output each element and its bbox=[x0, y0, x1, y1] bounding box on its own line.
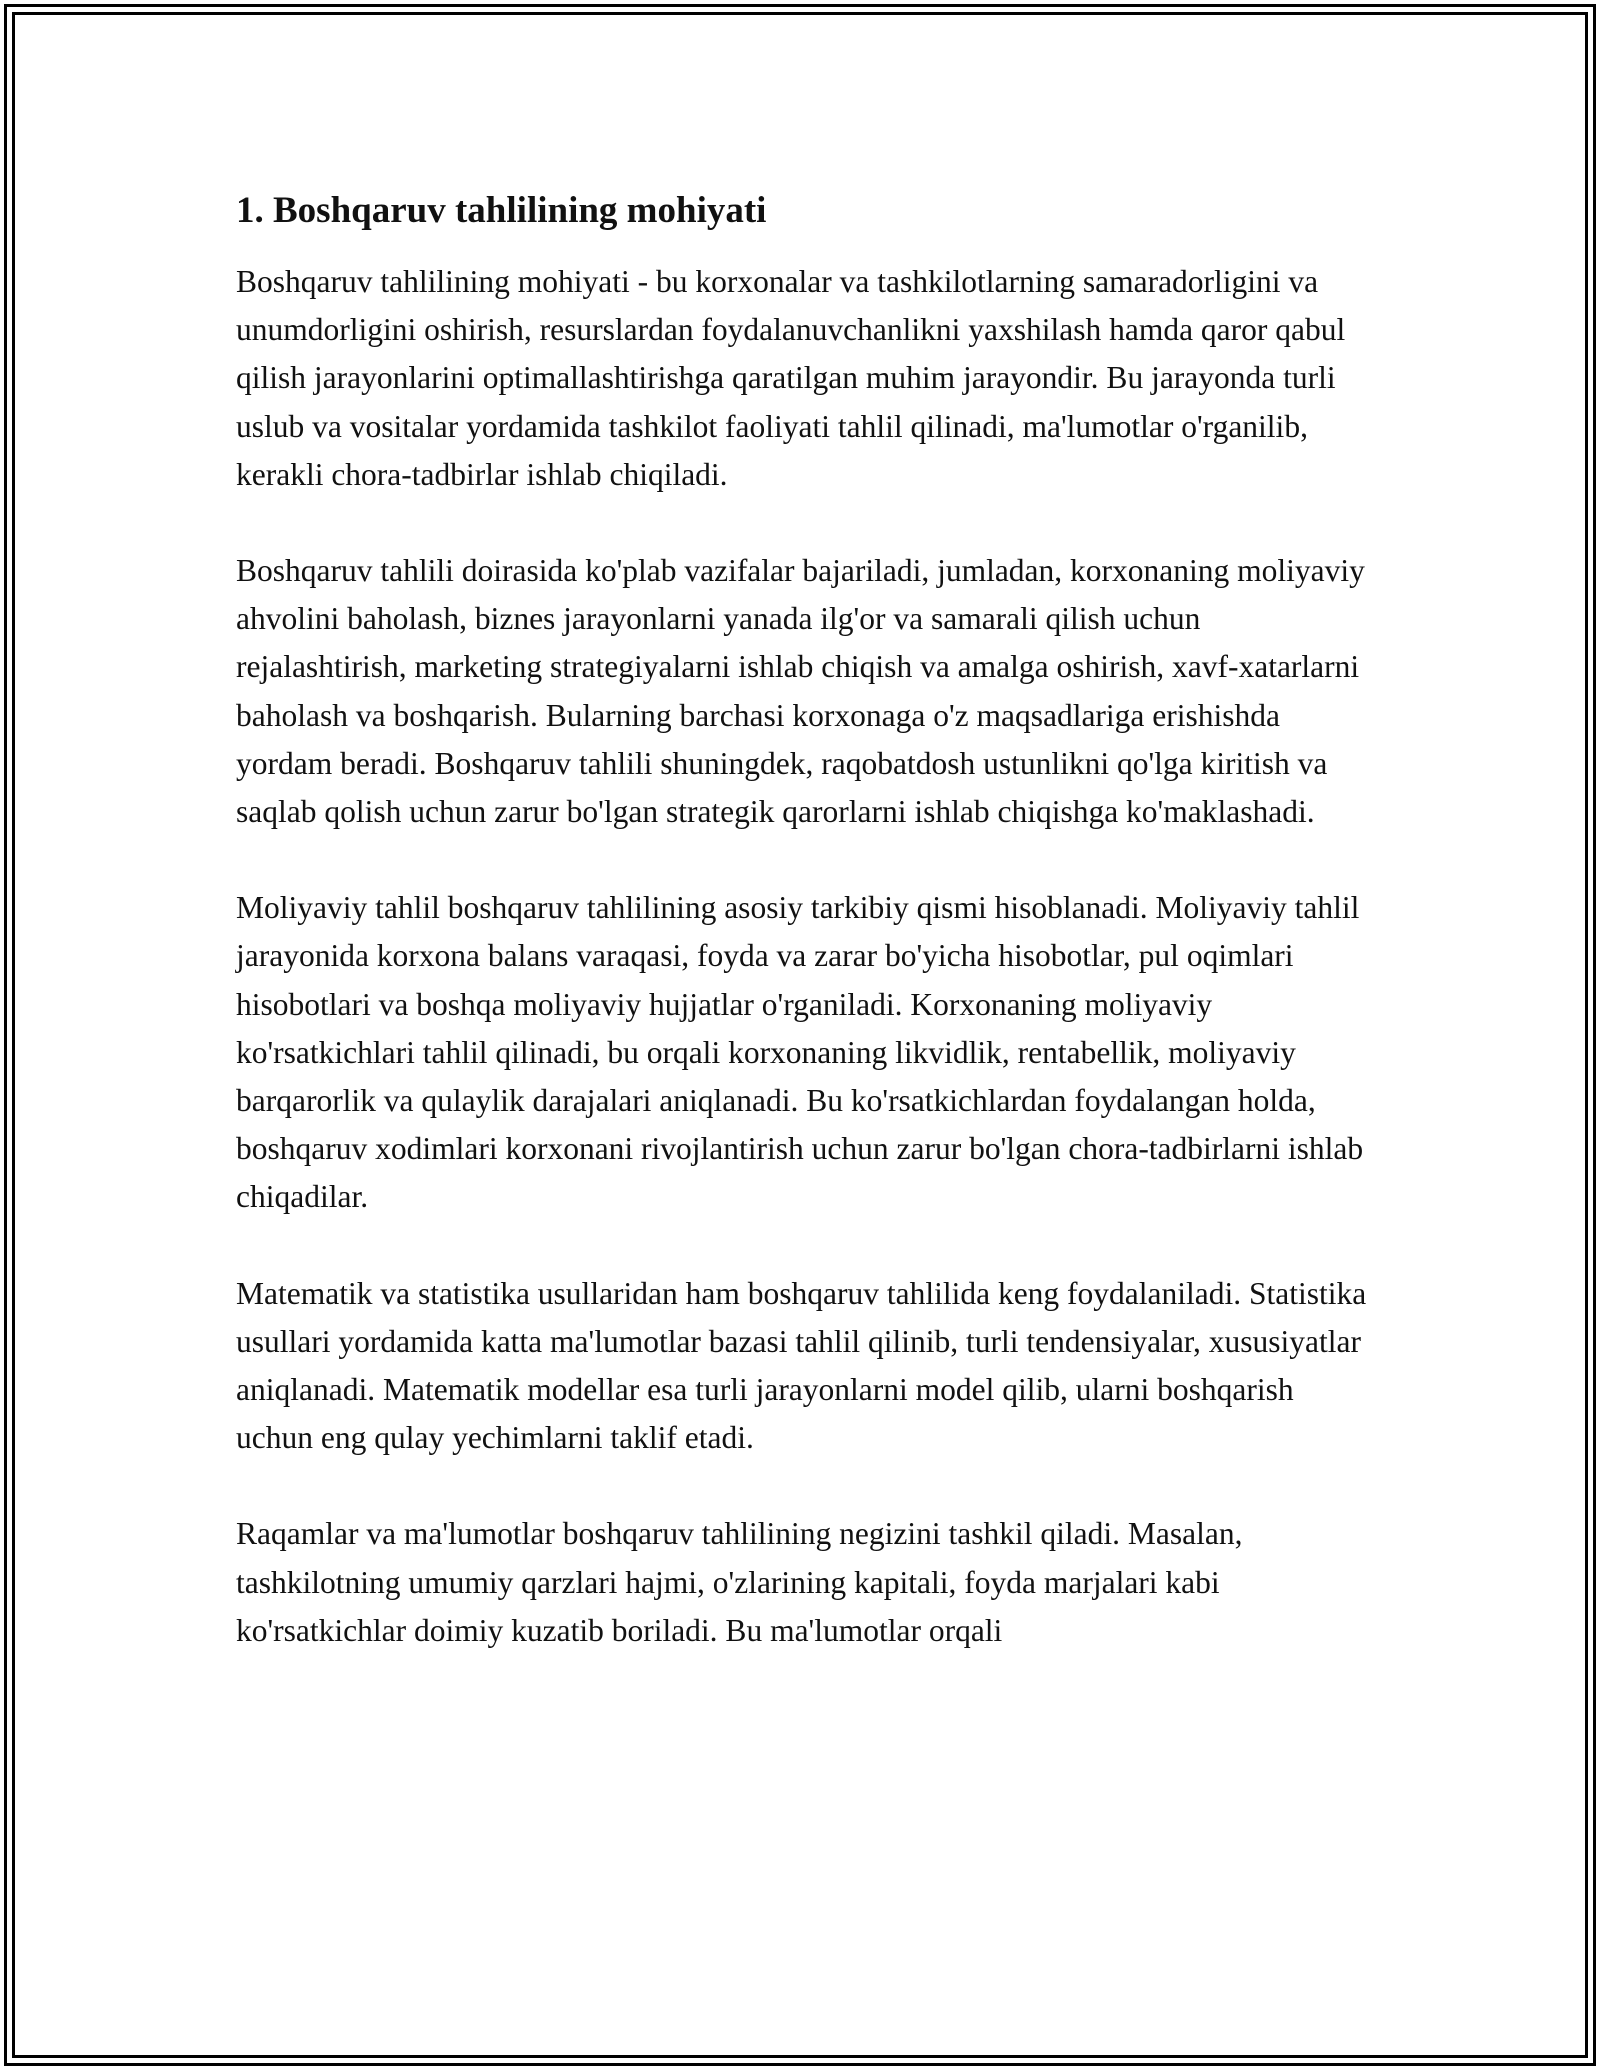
paragraph-3: Moliyaviy tahlil boshqaruv tahlilining asosiy tarkibiy qismi hisoblanadi. Moliyaviy tahlil jarayonida korxona balans varaqasi, foyda va zarar bo'yicha hisobotlar, pul oqimlari hisobotlari va boshqa moliyaviy hujjatlar o'rganiladi. Korxonaning moliyaviy ko'rsatkichlari tahlil qilinadi, bu orqali korxonaning likvidlik, rentabellik, moliyaviy barqarorlik va qulaylik darajalari aniqlanadi. Bu ko'rsatkichlardan foydalangan holda, boshqaruv xodimlari korxonani rivojlantirish uchun zarur bo'lgan chora-tadbirlarni ishlab chiqadilar. bbox=[236, 890, 1364, 1215]
paragraph-2: Boshqaruv tahlili doirasida ko'plab vazifalar bajariladi, jumladan, korxonaning moliyaviy ahvolini baholash, biznes jarayonlarni yanada ilg'or va samarali qilish uchun rejalashtirish, marketing strategiyalarni ishlab chiqish va amalga oshirish, xavf-xatarlarni baholash va boshqarish. Bularning barchasi korxonaga o'z maqsadlariga erishishda yordam beradi. Boshqaruv tahlili shuningdek, raqobatdosh ustunlikni qo'lga kiritish va saqlab qolish uchun zarur bo'lgan strategik qarorlarni ishlab chiqishga ko'maklashadi. bbox=[236, 553, 1365, 830]
paragraph-5: Raqamlar va ma'lumotlar boshqaruv tahlilining negizini tashkil qiladi. Masalan, tashkilotning umumiy qarzlari hajmi, o'zlarining kapitali, foyda marjalari kabi ko'rsatkichlar doimiy kuzatib boriladi. Bu ma'lumotlar orqali bbox=[236, 1516, 1243, 1648]
section-heading: 1. Boshqaruv tahlilining mohiyati bbox=[236, 190, 767, 231]
document-body bbox=[236, 186, 1376, 1703]
paragraph-4: Matematik va statistika usullaridan ham boshqaruv tahlilida keng foydalaniladi. Statistika usullari yordamida katta ma'lumotlar bazasi tahlil qilinib, turli tendensiyalar, xususiyatlar aniqlanadi. Matematik modellar esa turli jarayonlarni model qilib, ularni boshqarish uchun eng qulay yechimlarni taklif etadi. bbox=[236, 1275, 1367, 1456]
paragraph-1: Boshqaruv tahlilining mohiyati - bu korxonalar va tashkilotlarning samaradorligini va unumdorligini oshirish, resurslardan foydalanuvchanlikni yaxshilash hamda qaror qabul qilish jarayonlarini optimallashtirishga qaratilgan muhim jarayondir. Bu jarayonda turli uslub va vositalar yordamida tashkilot faoliyati tahlil qilinadi, ma'lumotlar o'rganilib, kerakli chora-tadbirlar ishlab chiqiladi. bbox=[236, 264, 1346, 492]
